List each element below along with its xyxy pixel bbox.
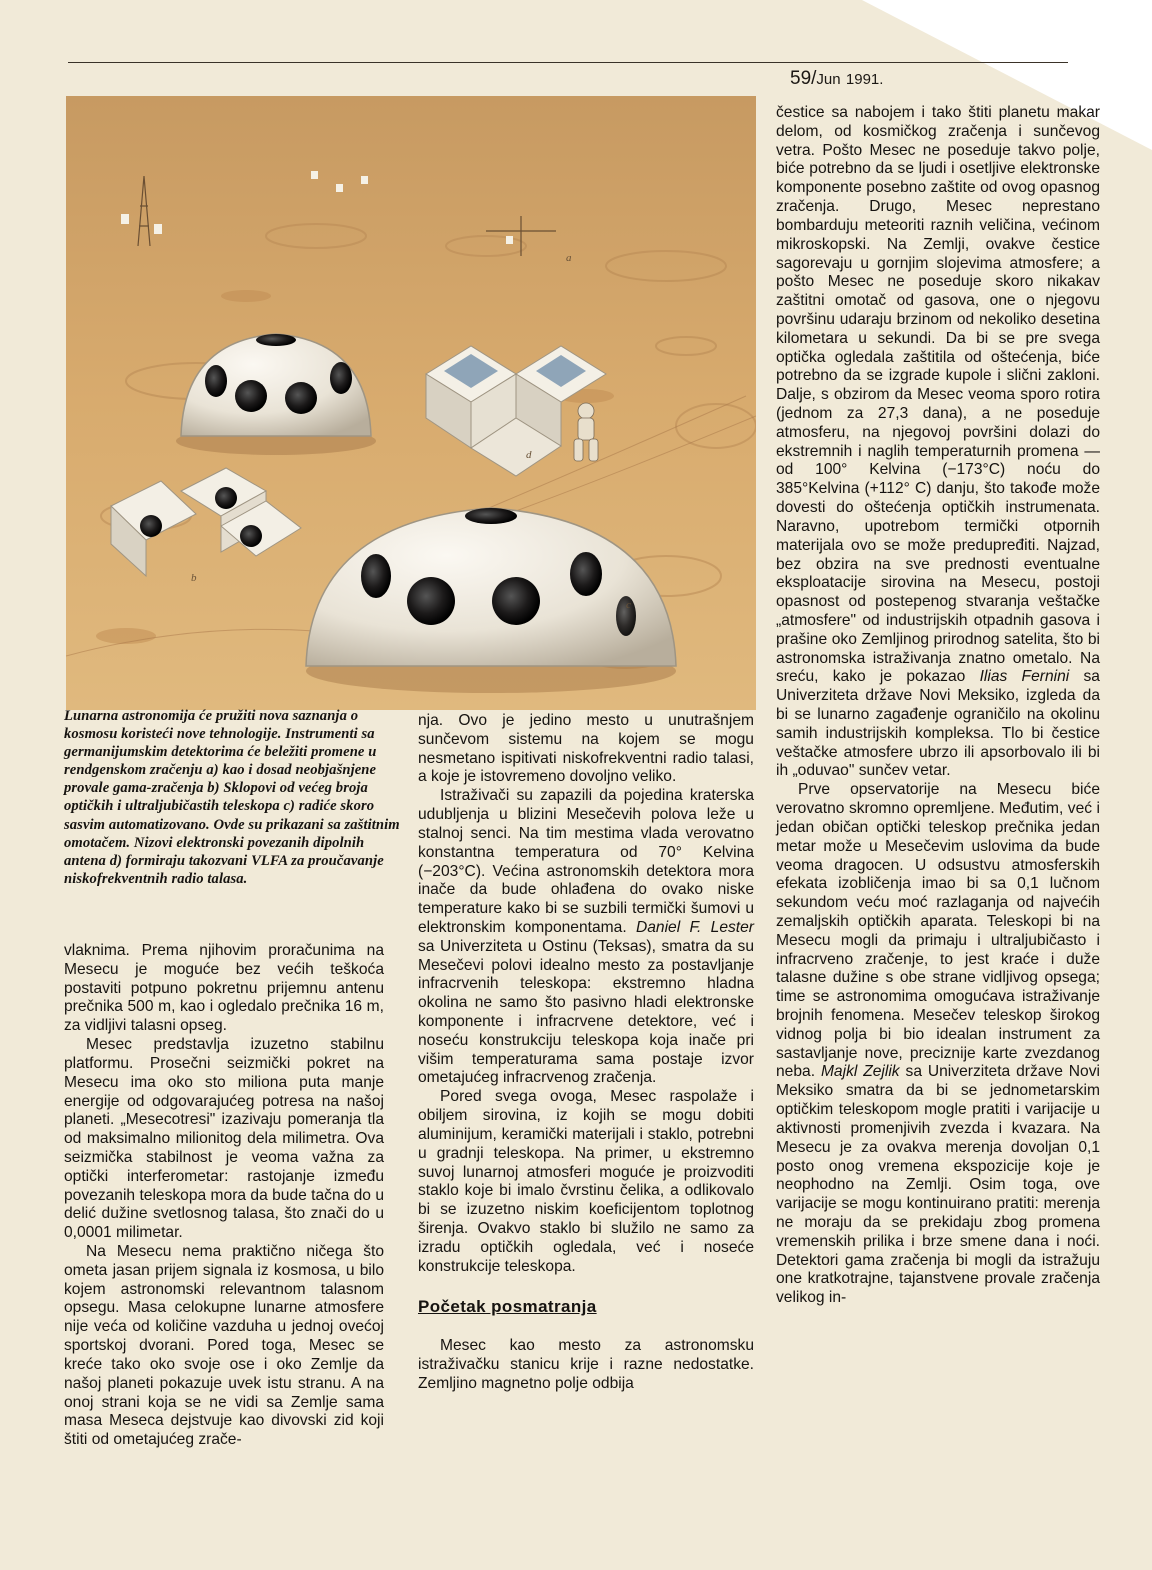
marker-a: a — [566, 252, 572, 264]
issue-year: 1991. — [845, 71, 884, 88]
person-name: Majkl Zejlik — [820, 1063, 900, 1081]
section-heading: Početak posmatranja — [418, 1297, 597, 1317]
paragraph-text: Prve opservatorije na Mesecu biće verovatno skromno opremljene. Međutim, već i jedan običan optički teleskop prečnika jedan metar može u Mesečevim uslovima da bude veoma dragocen. U odsustvu atmosferskih efekata izobličenja imao bi sa 0,1 lučnom sekundom veću moć razlaganja od najvećih zemaljskih optičkih aparata. Teleskopi bi na Mesecu mogli da primaju i ultraljubičasto i infracrveno zračenje, to jest kraće i duže talasne dužine s obe strane vidljivog opsega; time se astronomima omogućava istraživanje brojnih fenomena. Mesečev teleskop širokog vidnog polja bi bio idealan instrument za sastavljanje nove, preciznije karte zvezdanog neba. — [776, 781, 1100, 1081]
paragraph-text: Istraživači su zapazili da pojedina kraterska udubljenja u blizini Mesečevih polova leže u stalnoj senci. Na tim mestima vlada verovatno konstantna temperatura od 70° Kelvina (−203°C). Većina astronomskih detektora mora inače da bude ohlađena do ovako niske temperature kako bi se suzbili termički šumovi u elektronskim komponentama. — [418, 787, 754, 936]
paragraph — [776, 781, 1100, 1308]
page-number-value: 59/ — [790, 68, 817, 89]
person-name: Daniel F. Lester — [635, 918, 754, 936]
paragraph-text: čestice sa nabojem i tako štiti planetu makar delom, od kosmičkog zračenja i sunčevog vetra. Pošto Mesec ne poseduje takvo polje, biće potrebno da se ljudi i osetljive elektronske komponente posebno zaštite od ovog opasnog zračenja. Drugo, Mesec neprestano bombarduju meteoriti raznih veličina, većinom mikroskopski. Na Zemlji, ovakve čestice sagorevaju u gornjim slojevima atmosfere; a pošto Mesec ne poseduje skoro nikakav zaštitni omotač od gasova, one o njegovu površinu udaraju brzinom od nekoliko desetina kilometara u sekundi. Da bi se pre svega optička ogledala zaštitila od oštećenja, biće potrebno da se izgrade kupole i slični zakloni. Dalje, s obzirom da Mesec veoma sporo rotira (jednom za 27,3 dana), a ne poseduje atmosferu, na njegovoj površini dolazi do ekstremnih i naglih temperaturnih promena — od 100° Kelvina (−173°C) noću do 385°Kelvina (+112° C) danju, što takođe može dovesti do oštećenja optičkih instrumenata. Naravno, upotrebom termički otpornih materijala ovo se može predupređiti. Najzad, bez obzira na sve prednosti eventualne eksploatacije sirovina na Mesecu, postoji opasnost od postepenog stvaranja veštačke „atmosfere" od industrijskih otpadnih gasova i prašine oko Zemljinog prirodnog satelita, što bi astronomska istraživanja znatno ometalo. Na sreću, kako je pokazao — [776, 104, 1100, 686]
illustration-caption: Lunarna astronomija će pružiti nova saznanja o kosmosu koristeći nove tehnologije. Instrumenti sa germanijumskim detektorima će beležiti promene u rendgenskom zračenju a) kao i dosad neobjašnjene provale gama-zračenja b) Sklopovi od većeg broja optičkih i ultraljubičastih teleskopa c) radiće skoro sasvim automatizovano. Ovde su prikazani sa zaštitnim omotačem. Nizovi elektronski povezanih dipolnih antena d) formiraju takozvani VLFA za proučavanje niskofrekventnih radio talasa. — [64, 708, 400, 887]
paragraph: Pored svega ovoga, Mesec raspolaže i obiljem sirovina, iz kojih se mogu dobiti aluminijum, keramički materijali i staklo, potrebni u gradnji teleskopa. Na primer, u ekstremno suvoj lunarnoj atmosferi moguće je proizvoditi staklo koje bi imalo čvrstinu čelika, a odlikovalo bi se izuzetno niskim koeficijentom toplotnog širenja. Ovakvo staklo bi služilo ne samo za izradu optičkih ogledala, već i noseće konstrukcije teleskopa. — [418, 1088, 754, 1275]
paragraph: vlaknima. Prema njihovim proračunima na Mesecu je moguće bez većih teškoća postaviti potpuno pokretnu prijemnu antenu prečnika 500 m, kao i ogledalo prečnika 16 m, za vidljivi talasni opseg. — [64, 942, 384, 1035]
paragraph: Na Mesecu nema praktično ničega što ometa jasan prijem signala iz kosmosa, u bilo kojem astronomski relevantnom talasnom opsegu. Masa celokupne lunarne atmosfere nije veća od količine vazduha u jednoj ovećoj sportskoj dvorani. Pored toga, Mesec se kreće tako oko svoje ose i oko Zemlje da našoj planeti pokazuje uvek istu stranu. A na onoj strani koja se ne vidi sa Zemlje sama masa Meseca dejstvuje kao divovski zid koji štiti od ometajućeg zrače- — [64, 1243, 384, 1449]
marker-b: b — [191, 572, 197, 584]
paragraph: Mesec kao mesto za astronomsku istraživačku stanicu krije i razne nedostatke. Zemljino magnetno polje odbija — [418, 1337, 754, 1392]
paragraph: nja. Ovo je jedino mesto u unutrašnjem sunčevom sistemu na kojem se mogu nesmetano ispitivati niskofrekventni radio talasi, a koje je istovremeno dovoljno veliko. — [418, 712, 754, 786]
paragraph — [418, 787, 754, 1088]
paragraph — [776, 104, 1100, 781]
paragraph-text: sa Univerziteta države Novi Meksiko smatra da bi se jednometarskim optičkim teleskopom mogle pratiti i varijacije u aktivnosti promenjivih zvezda i kvazara. Na Mesecu je za ovakva merenja dovoljan 0,1 posto onog vremena ekspozicije koje je neophodno na Zemlji. Osim toga, ove varijacije se mogu kontinuirano pratiti: merenja ne moraju da se prekidaju zbog promena vremenskih prilika i brze smene dana i noći. Detektori gama zračenja bi mogli da istražuju one kratkotrajne, tajanstvene provale zračenja velikog in- — [776, 1063, 1100, 1307]
article-column-3 — [776, 104, 1100, 1308]
paragraph-text: sa Univerziteta u Ostinu (Teksas), smatra da su Mesečevi polovi idealno mesto za postavljanje infracrvenih teleskopa: ekstremno hladna okolina ne samo što pasivno hladi elektronske komponente i infracrvene detektore, već i noseću konstrukciju teleskopa koja inače pri višim temperaturama sama postaje izvor ometajućeg infracrvenog zračenja. — [418, 937, 754, 1087]
top-rule — [68, 62, 1068, 63]
person-name: Ilias Fernini — [979, 668, 1070, 686]
page-number — [790, 68, 883, 90]
illustration-svg — [66, 96, 756, 710]
paragraph-text: sa Univerziteta države Novi Meksiko, izgleda da bi se lunarno zagađenje ograničilo na okolinu samih industrijskih kompleksa. Tlo bi čestice veštačke atmosfere ubrzo ili apsorbovalo ili bi ih „oduvao" sunčev vetar. — [776, 668, 1100, 780]
paragraph: Mesec predstavlja izuzetno stabilnu platformu. Prosečni seizmički pokret na Mesecu ima oko sto miliona puta manje energije od odgovarajućeg potresa na našoj planeti. „Mesecotresi" izazivaju pomeranja tla od maksimalno milionitog dela milimetra. Ova seizmička stabilnost je veoma važna za optički interferometar: rastojanje između povezanih teleskopa mora da bude tačna do u delić dužine svetlosnog talasa, što znači do u 0,0001 milimetar. — [64, 1036, 384, 1242]
article-column-1 — [64, 942, 384, 1450]
article-column-2 — [418, 712, 754, 1394]
marker-c: c — [626, 599, 631, 611]
issue-month: Jun — [816, 71, 841, 88]
marker-d: d — [526, 449, 532, 461]
lunar-observatory-illustration — [66, 96, 756, 710]
